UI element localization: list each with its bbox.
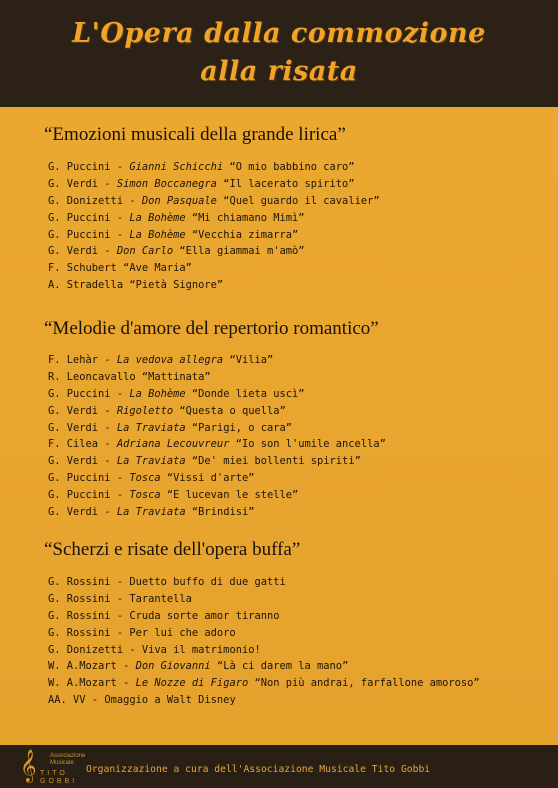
program-item: F. Lehàr - La vedova allegra “Vilia” [48, 354, 274, 366]
opera-title: La Bohème [129, 228, 186, 241]
aria-title: “E lucevan le stelle” [166, 489, 299, 502]
program-list-1 [48, 159, 380, 294]
opera-title: La Traviata [116, 506, 186, 519]
composer: G. Puccini [48, 472, 111, 485]
composer: G. Rossini [48, 609, 111, 622]
aria-title: “Ave Maria” [123, 262, 192, 275]
program-item: G. Puccini - Tosca “Vissi d'arte” [48, 472, 255, 485]
program-item: G. Puccini - La Bohème “Donde lieta uscì” [48, 387, 305, 400]
opera-title: Simon Boccanegra [116, 177, 217, 190]
program-item: W. A.Mozart - Don Giovanni “Là ci darem la mano” [48, 660, 349, 673]
opera-title: Don Carlo [116, 245, 174, 258]
composer: W. A.Mozart [48, 677, 117, 690]
program-item: G. Verdi - La Traviata “Brindisi” [48, 506, 255, 519]
aria-title: “Parigi, o cara” [191, 421, 293, 434]
composer: G. Rossini [48, 576, 111, 588]
program-item: AA. VV - Omaggio a Walt Disney [48, 694, 236, 707]
page-title-line-2: alla risata [200, 56, 358, 87]
program-item [48, 277, 380, 294]
program-item: G. Verdi - La Traviata “De' miei bollenti spiriti” [48, 455, 361, 468]
opera-title: Gianni Schicchi [129, 161, 224, 173]
program-item: G. Puccini - Tosca “E lucevan le stelle” [48, 489, 299, 502]
section-title-emozioni: “Emozioni musicali della grande lirica” [44, 124, 346, 145]
page-title-line-1: L'Opera dalla commozione [72, 18, 486, 49]
composer: F. Schubert [48, 262, 117, 275]
aria-title: “Vilia” [229, 354, 274, 366]
opera-title: Don Pasquale [141, 194, 217, 207]
aria-title: Duetto buffo di due gatti [129, 576, 286, 588]
aria-title: “Ella giammai m'amò” [179, 245, 305, 258]
composer: F. Lehàr [48, 354, 99, 366]
aria-title: “Vecchia zimarra” [191, 228, 299, 241]
aria-title: “Io son l'umile ancella” [235, 438, 386, 451]
aria-title: “Questa o quella” [179, 404, 286, 417]
composer: R. Leoncavallo [48, 370, 136, 383]
aria-title: Per lui che adoro [129, 626, 236, 639]
program-list-3 [48, 574, 480, 709]
composer: F. Cilea [48, 438, 99, 451]
logo-name: TITO GOBBI [40, 770, 78, 785]
aria-title: “Donde lieta uscì” [191, 387, 305, 400]
aria-title: “O mio babbino caro” [229, 161, 355, 173]
opera-title: Tosca [129, 472, 161, 485]
composer: G. Rossini [48, 626, 111, 639]
aria-title: “Il lacerato spirito” [223, 177, 355, 190]
program-item: G. Rossini - Per lui che adoro [48, 626, 236, 639]
section-title-melodie: “Melodie d'amore del repertorio romantico” [44, 318, 379, 339]
opera-title: La Bohème [129, 387, 186, 400]
composer: G. Donizetti [48, 194, 124, 207]
program-item: G. Rossini - Duetto buffo di due gatti [48, 576, 286, 588]
program-item: G. Rossini - Cruda sorte amor tiranno [48, 609, 280, 622]
aria-title: “Pietà Signore” [129, 279, 224, 292]
treble-clef-icon: 𝄞 [20, 749, 37, 782]
opera-title: Tosca [129, 489, 161, 502]
composer: G. Verdi [48, 177, 99, 190]
aria-title: “Là ci darem la mano” [216, 660, 349, 673]
opera-title: La Traviata [116, 421, 186, 434]
association-logo [20, 751, 90, 785]
composer: G. Puccini [48, 387, 111, 400]
aria-title: Cruda sorte amor tiranno [129, 609, 280, 622]
composer: G. Verdi [48, 245, 99, 258]
program-item: G. Verdi - Simon Boccanegra “Il lacerato spirito” [48, 177, 355, 190]
composer: G. Puccini [48, 211, 111, 224]
program-item [48, 260, 380, 277]
aria-title: “Brindisi” [191, 506, 255, 519]
composer: G. Rossini [48, 592, 111, 605]
program-item: G. Puccini - La Bohème “Vecchia zimarra” [48, 228, 299, 241]
composer: G. Puccini [48, 161, 111, 173]
program-item: G. Verdi - Don Carlo “Ella giammai m'amò” [48, 245, 305, 258]
composer: G. Puccini [48, 489, 111, 502]
aria-title: Viva il matrimonio! [141, 643, 261, 656]
composer: G. Puccini [48, 228, 111, 241]
aria-title: Tarantella [129, 592, 192, 605]
logo-association-label: Associazione Musicale [50, 753, 86, 766]
aria-title: “Vissi d'arte” [166, 472, 255, 485]
aria-title: “Mi chiamano Mimì” [191, 211, 305, 224]
program-item: G. Verdi - La Traviata “Parigi, o cara” [48, 421, 293, 434]
program-item: G. Donizetti - Don Pasquale “Quel guardo il cavalier” [48, 194, 380, 207]
aria-title: Omaggio a Walt Disney [104, 694, 236, 707]
footer-credit: Organizzazione a cura dell'Associazione Musicale Tito Gobbi [86, 764, 431, 775]
composer: AA. VV [48, 694, 86, 707]
opera-title: Don Giovanni [135, 660, 211, 673]
program-item: G. Puccini - Gianni Schicchi “O mio babbino caro” [48, 161, 355, 173]
program-item: G. Rossini - Tarantella [48, 592, 192, 605]
composer: W. A.Mozart [48, 660, 117, 673]
aria-title: “Mattinata” [141, 370, 211, 383]
composer: G. Donizetti [48, 643, 124, 656]
program-item: G. Verdi - Rigoletto “Questa o quella” [48, 404, 286, 417]
footer-band [0, 745, 558, 788]
opera-title: Le Nozze di Figaro [135, 677, 249, 690]
aria-title: “Non più andrai, farfallone amoroso” [254, 677, 480, 690]
composer: G. Verdi [48, 421, 99, 434]
program-item: F. Cilea - Adriana Lecouvreur “Io son l'umile ancella” [48, 438, 386, 451]
program-item: W. A.Mozart - Le Nozze di Figaro “Non più andrai, farfallone amoroso” [48, 677, 480, 690]
opera-title: Rigoletto [116, 404, 174, 417]
opera-title: La Bohème [129, 211, 186, 224]
header-band [0, 0, 558, 107]
aria-title: “De' miei bollenti spiriti” [191, 455, 361, 468]
program-list-2 [48, 352, 386, 521]
composer: A. Stradella [48, 279, 124, 292]
composer: G. Verdi [48, 506, 99, 519]
opera-title: La vedova allegra [116, 354, 224, 366]
aria-title: “Quel guardo il cavalier” [223, 194, 380, 207]
composer: G. Verdi [48, 404, 99, 417]
program-item: G. Puccini - La Bohème “Mi chiamano Mimì” [48, 211, 305, 224]
program-item [48, 369, 386, 386]
opera-title: Adriana Lecouvreur [116, 438, 230, 451]
opera-title: La Traviata [116, 455, 186, 468]
section-title-scherzi: “Scherzi e risate dell'opera buffa” [44, 539, 301, 560]
program-item: G. Donizetti - Viva il matrimonio! [48, 643, 261, 656]
composer: G. Verdi [48, 455, 99, 468]
